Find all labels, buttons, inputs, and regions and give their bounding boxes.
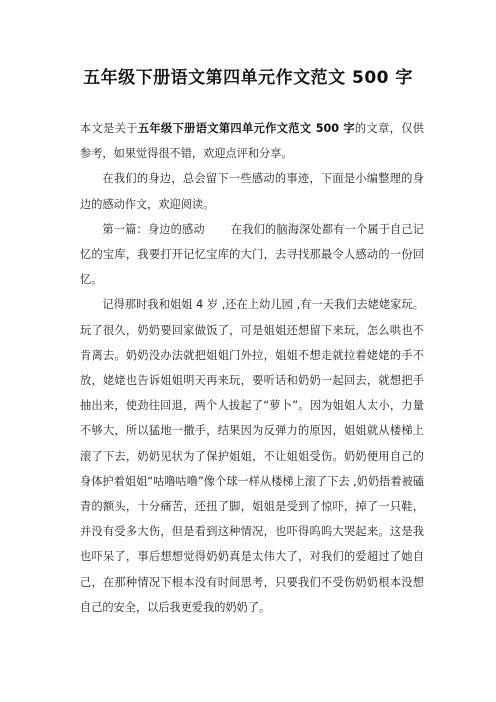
intro-prefix: 本文是关于: [80, 122, 138, 135]
story-paragraph: 记得那时我和姐姐 4 岁 ,还在上幼儿园 ,有一天我们去姥姥家玩。玩了很久，奶奶要回家做饭了，可是姐姐还想留下来玩，怎么哄也不肯离去。奶奶没办法就把姐姐门外拉，姐姐不想走就拉着姥姥的手不放，姥姥也告诉姐姐明天再来玩，要听话和奶奶一起回去，就想把手抽出来，使劲往回退，两个人拔起了“萝卜”。因为姐姐人太小，力量不够大，所以猛地一撒手，结果因为反弹力的原因，姐姐就从楼梯上滚了下去，奶奶见状为了保护姐姐，不让姐姐受伤。奶奶便用自己的身体护着姐姐“咕噜咕噜”像个球一样从楼梯上滚了下去 ,奶奶捂着被磕青的额头，十分痛苦，还扭了脚，姐姐是受到了惊吓，掉了一只鞋，并没有受多大伤，但是看到这种情况，也吓得呜呜大哭起来。这是我也吓呆了，事后想想觉得奶奶真是太伟大了，对我们的爱超过了她自己，在那种情况下根本没有时间思考，只要我们不受伤奶奶根本没想自己的安全，以后我更爱我的奶奶了。: [80, 298, 424, 614]
section-label: 第一篇：身边的感动: [102, 222, 205, 236]
intro-bold-title: 五年级下册语文第四单元作文范文 500 字: [137, 122, 355, 135]
section-paragraph: [80, 217, 424, 293]
section-text: 在我们的脑海深处都有一个属于自己记忆的宝库，我要打开记忆宝库的大门，去寻找那最令人感动的一份回忆。: [80, 222, 424, 287]
intro-paragraph: [80, 116, 424, 166]
intro-suffix: 的文章，仅供参考，如果觉得很不错，欢迎点评和分享。: [80, 122, 424, 161]
lead-paragraph: 在我们的身边，总会留下一些感动的事迹，下面是小编整理的身边的感动作文，欢迎阅读。: [80, 172, 424, 211]
document-title: 五年级下册语文第四单元作文范文 500 字: [83, 68, 413, 88]
document-body: [80, 116, 424, 620]
